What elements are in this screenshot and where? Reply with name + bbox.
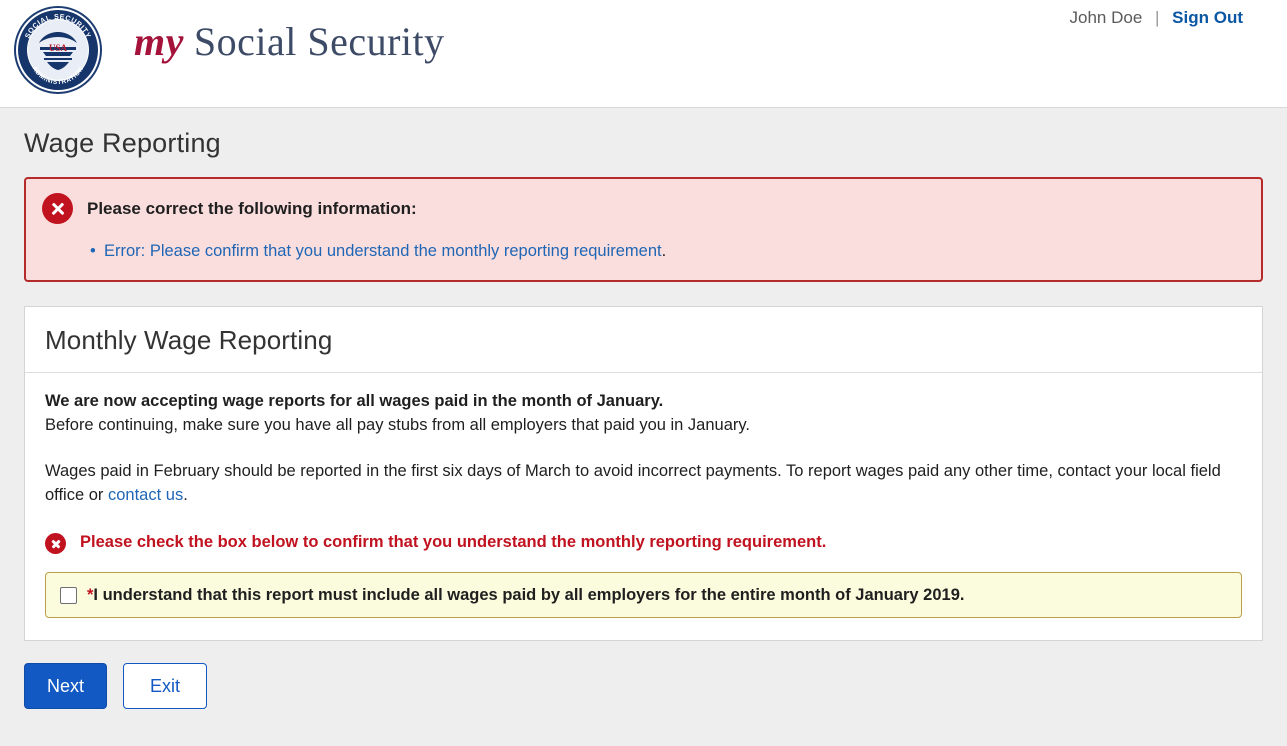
page-title: Wage Reporting [24, 128, 221, 158]
form-actions [24, 663, 1263, 727]
error-x-icon [42, 193, 73, 224]
svg-text:ADMINISTRATION: ADMINISTRATION [30, 65, 86, 87]
error-item-text: Error: Please confirm that you understand the monthly reporting requirement [104, 242, 662, 260]
user-separator: | [1155, 8, 1160, 27]
svg-text:SOCIAL SECURITY: SOCIAL SECURITY [22, 11, 94, 40]
user-name: John Doe [1069, 8, 1143, 27]
user-account-area [1070, 6, 1244, 30]
paragraph-before-link: Wages paid in February should be reported in the first six days of March to avoid incorrect payments. To report wages paid any other time, contact your local field office or [45, 462, 1221, 504]
error-x-icon-small [45, 533, 66, 554]
pay-stubs-text: Before continuing, make sure you have all pay stubs from all employers that paid you in January. [45, 416, 750, 434]
paragraph-after-link: . [183, 486, 188, 504]
sign-out-link[interactable]: Sign Out [1172, 8, 1243, 27]
error-summary-list [42, 240, 1245, 262]
required-marker: * [87, 586, 94, 604]
page-content [0, 128, 1287, 727]
next-button[interactable]: Next [24, 663, 107, 709]
svg-text:USA: USA [48, 43, 68, 53]
brand-my: my [134, 19, 184, 64]
ssa-seal-icon [14, 6, 102, 94]
error-item-period: . [661, 242, 667, 260]
card-heading: Monthly Wage Reporting [45, 325, 333, 355]
february-reporting-paragraph [45, 459, 1242, 507]
confirmation-label-text: I understand that this report must include all wages paid by all employers for the entire month of January 2019. [93, 586, 965, 604]
error-summary [24, 177, 1263, 282]
card-body [25, 373, 1262, 640]
confirmation-checkbox-row[interactable] [45, 572, 1242, 618]
inline-error [45, 531, 1242, 554]
monthly-wage-reporting-card [24, 306, 1263, 641]
site-brand [134, 16, 445, 68]
brand-social-security: Social Security [193, 19, 445, 64]
exit-button[interactable]: Exit [123, 663, 207, 709]
error-summary-title: Please correct the following information: [87, 198, 417, 218]
error-summary-item [104, 240, 1245, 262]
site-header [0, 0, 1287, 108]
accepting-reports-text: We are now accepting wage reports for all wages paid in the month of January. [45, 392, 664, 410]
confirmation-checkbox-label[interactable] [87, 584, 964, 606]
inline-error-text: Please check the box below to confirm that you understand the monthly reporting requirement. [80, 533, 827, 551]
card-header [25, 307, 1262, 373]
error-summary-header [42, 193, 1245, 224]
contact-us-link[interactable]: contact us [107, 486, 184, 504]
confirmation-checkbox[interactable] [60, 587, 77, 604]
